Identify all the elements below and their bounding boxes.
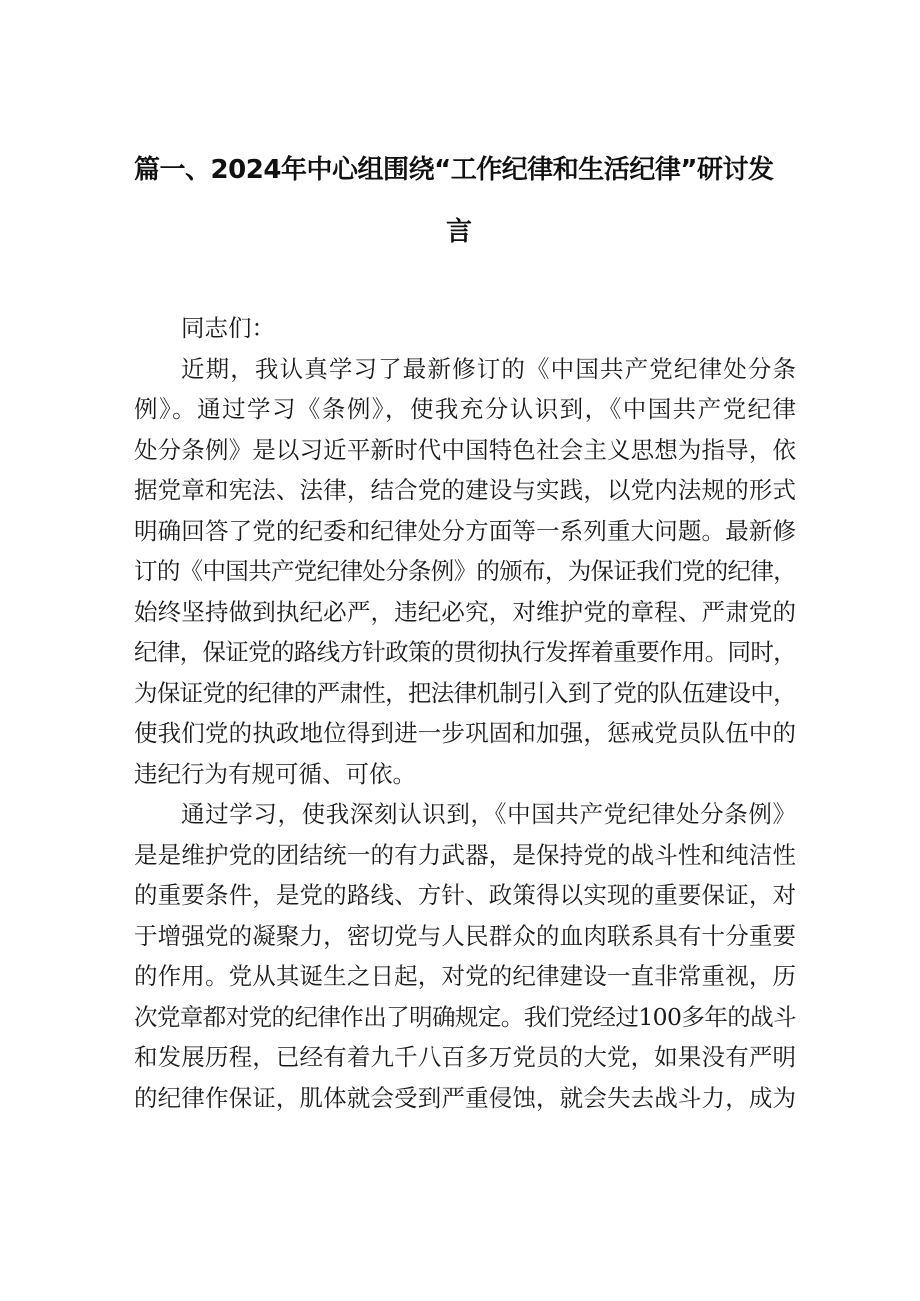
title-line-1: 篇一、2024年中心组围绕“工作纪律和生活纪律”研讨发 bbox=[134, 155, 774, 185]
paragraph-line: 例》。通过学习《条例》，使我充分认识到，《中国共产党纪律 bbox=[134, 395, 798, 423]
document-body bbox=[134, 308, 796, 1118]
paragraph-line: 纪律，保证党的路线方针政策的贯彻执行发挥着重要作用。同时， bbox=[134, 638, 796, 666]
paragraph-line: 明确回答了党的纪委和纪律处分方面等一系列重大问题。最新修 bbox=[134, 516, 797, 545]
paragraph-line: 近期，我认真学习了最新修订的《中国共产党纪律处分条 bbox=[181, 354, 798, 383]
paragraph-line: 是是维护党的团结统一的有力武器，是保持党的战斗性和纯洁性 bbox=[134, 840, 797, 869]
paragraph-line: 违纪行为有规可循、可依。 bbox=[134, 759, 416, 788]
paragraph-line: 次党章都对党的纪律作出了明确规定。我们党经过100多年的战斗 bbox=[134, 1002, 796, 1031]
paragraph-line: 订的《中国共产党纪律处分条例》的颁布，为保证我们党的纪律， bbox=[134, 557, 796, 585]
paragraph-line: 的作用。党从其诞生之日起，对党的纪律建设一直非常重视，历 bbox=[134, 962, 797, 990]
paragraph-2 bbox=[134, 794, 796, 1118]
title-line-2: 言 bbox=[445, 217, 472, 247]
paragraph-line: 处分条例》是以习近平新时代中国特色社会主义思想为指导，依 bbox=[134, 435, 797, 464]
paragraph-line: 为保证党的纪律的严肃性，把法律机制引入到了党的队伍建设中， bbox=[134, 678, 796, 707]
paragraph-line: 的重要条件，是党的路线、方针、政策得以实现的重要保证，对 bbox=[134, 881, 797, 909]
paragraph-line: 的纪律作保证，肌体就会受到严重侵蚀，就会失去战斗力，成为 bbox=[134, 1083, 797, 1112]
paragraph-line: 使我们党的执政地位得到进一步巩固和加强，惩戒党员队伍中的 bbox=[134, 719, 797, 747]
paragraph-line: 据党章和宪法、法律，结合党的建设与实践，以党内法规的形式 bbox=[134, 476, 797, 504]
paragraph-line: 于增强党的凝聚力，密切党与人民群众的血肉联系具有十分重要 bbox=[134, 921, 797, 950]
paragraph-1 bbox=[134, 349, 796, 795]
paragraph-line: 和发展历程，已经有着九千八百多万党员的大党，如果没有严明 bbox=[134, 1043, 797, 1071]
greeting: 同志们： bbox=[181, 314, 275, 342]
paragraph-line: 通过学习，使我深刻认识到，《中国共产党纪律处分条例》 bbox=[181, 800, 797, 828]
paragraph-line: 始终坚持做到执纪必严，违纪必究，对维护党的章程、严肃党的 bbox=[134, 597, 797, 626]
document-title bbox=[134, 148, 774, 254]
